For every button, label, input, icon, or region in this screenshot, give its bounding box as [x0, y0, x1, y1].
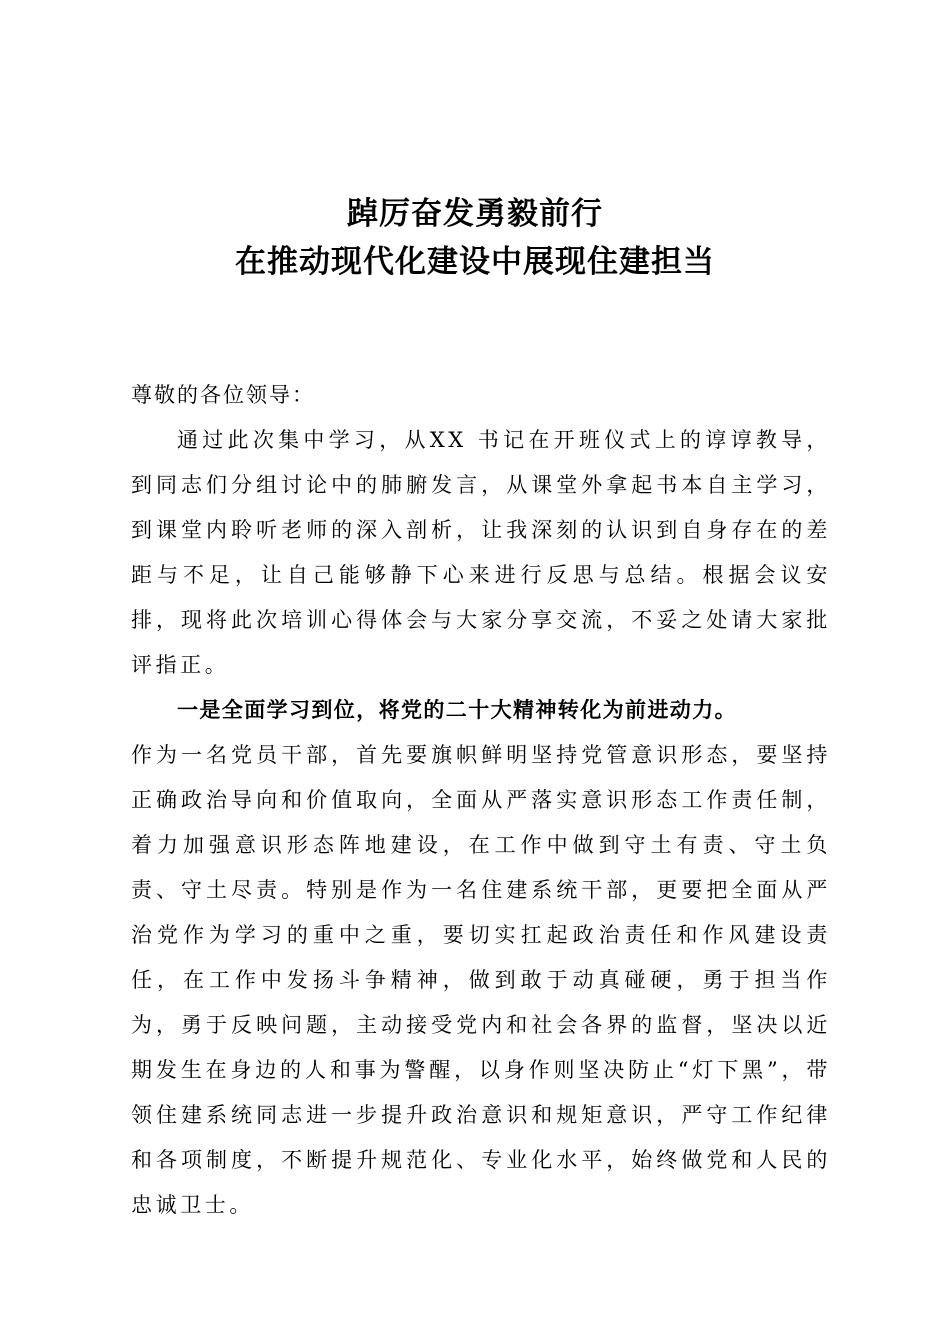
document-title	[0, 190, 950, 286]
section-1-heading: 一是全面学习到位，将党的二十大精神转化为前进动力。	[177, 698, 737, 722]
section-1-body: 作为一名党员干部，首先要旗帜鲜明坚持党管意识形态，要坚持正确政治导向和价值取向，全面从严落实意识形态工作责任制，着力加强意识形态阵地建设，在工作中做到守土有责、守土负责、守土尽责。特别是作为一名住建系统干部，更要把全面从严治党作为学习的重中之重，要切实扛起政治责任和作风建设责任，在工作中发扬斗争精神，做到敢于动真碰硬，勇于担当作为，勇于反映问题，主动接受党内和社会各界的监督，坚决以近期发生在身边的人和事为警醒，以身作则坚决防止“灯下黑”，带领住建系统同志进一步提升政治意识和规矩意识，严守工作纪律和各项制度，不断提升规范化、专业化水平，始终做党和人民的忠诚卫士。	[131, 743, 831, 1217]
title-line-2: 在推动现代化建设中展现住建担当	[235, 244, 715, 280]
intro-paragraph: 通过此次集中学习，从XX 书记在开班仪式上的谆谆教导，到同志们分组讨论中的肺腑发言，从课堂外拿起书本自主学习，到课堂内聆听老师的深入剖析，让我深刻的认识到自身存在的差距与不足，让自己能够静下心来进行反思与总结。根据会议安排，现将此次培训心得体会与大家分享交流，不妥之处请大家批评指正。	[131, 428, 831, 677]
title-line-1: 踔厉奋发勇毅前行	[347, 196, 603, 232]
salutation: 尊敬的各位领导：	[131, 383, 315, 407]
document-body	[131, 373, 831, 1228]
